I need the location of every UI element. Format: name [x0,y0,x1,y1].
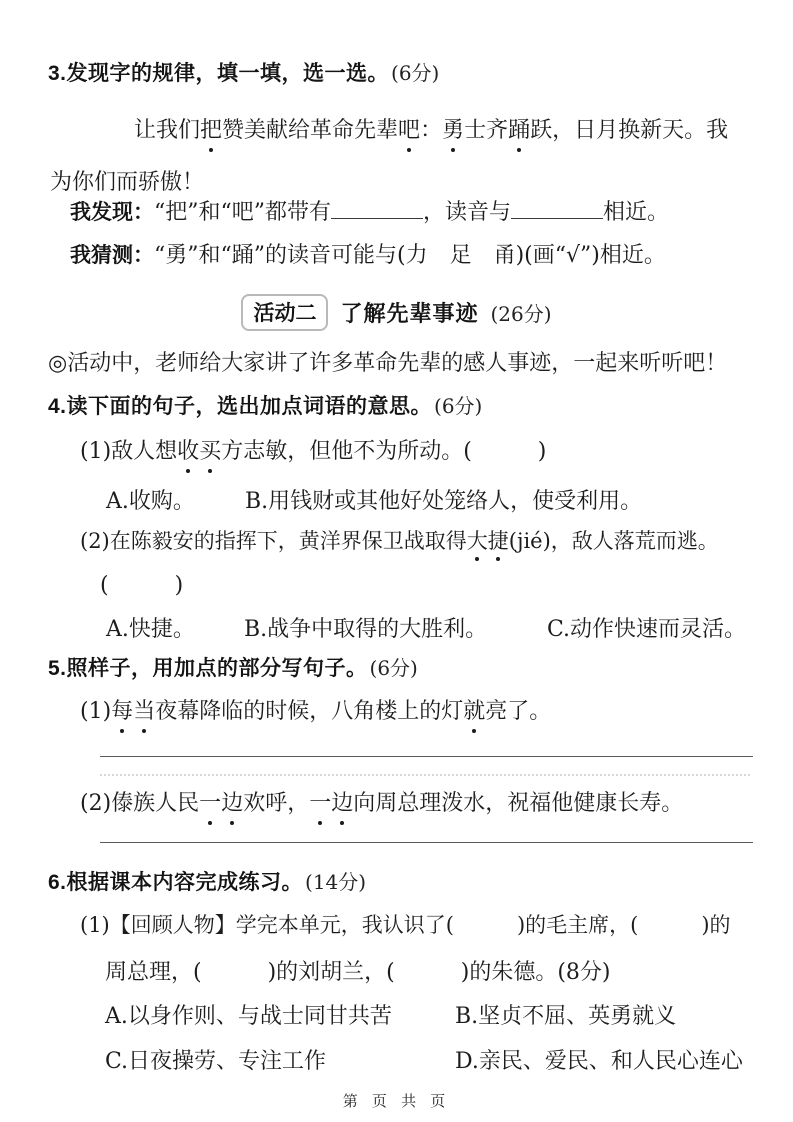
question-4-stem [48,393,482,421]
question-6-stem [48,869,366,897]
question-6-option-c: C.日夜操劳、专注工作 [105,1049,327,1074]
question-6-option-a: A.以身作则、与战士同甘共苦 [105,1004,392,1029]
answer-line-2 [100,842,753,843]
emphasis-char-吧: 吧 [398,116,420,146]
emphasis-char-踊: 踊 [508,116,530,146]
question-6-title: 根据课本内容完成练习。 [66,871,304,894]
activity-intro: ◎活动中，老师给大家讲了许多革命先辈的感人事迹，一起来听听吧！ [48,351,728,376]
text-segment: 向周总理泼水，祝福他健康长寿。 [353,791,684,816]
question-4-item-1-option-b: B.用钱财或其他好处笼络人，使受利用。 [245,489,643,514]
activity-badge: 活动二 [241,294,328,331]
question-4-item-2-option-a: A.快捷。 [106,617,195,642]
text-segment: (1)敌人想 [80,439,178,464]
guess-label: 我猜测： [70,244,154,267]
find-part2: ，读音与 [423,200,512,225]
guess-line [70,241,666,271]
text-segment: (2)傣族人民 [80,791,200,816]
question-5-number: 5. [48,657,67,680]
activity-title: 了解先辈事迹 [340,301,479,326]
passage-colon: ： [420,118,443,143]
question-4-item-2-option-c: C.动作快速而灵活。 [547,617,747,642]
passage-segment-tail: 跃，日月换新天。我 [530,118,729,143]
emphasis-dot-char: 当 [133,697,155,727]
passage-line-1 [134,116,728,146]
question-5-score: (6分) [369,656,418,680]
page-footer: 第 页 共 页 [342,1093,451,1110]
question-4-item-2-brackets: ( ) [100,573,184,598]
text-segment: (jié)，敌人落荒而逃。 [508,529,719,553]
text-segment: (2)在陈毅安的指挥下，黄洋界保卫战取得 [80,529,467,553]
find-line [70,198,669,228]
text-segment: 欢呼， [243,791,310,816]
emphasis-dot-char: 买 [199,437,221,467]
text-segment: 方志敏，但他不为所动。( ) [221,439,547,464]
question-4-item-2-option-b: B.战争中取得的大胜利。 [244,617,488,642]
passage-line-2: 为你们而骄傲！ [50,170,205,195]
question-4-title: 读下面的句子，选出加点词语的意思。 [66,395,433,418]
question-4-item-1-option-a: A.收购。 [106,489,195,514]
question-6-option-b: B.坚贞不屈、英勇就义 [455,1004,677,1029]
question-4-score: (6分) [434,394,483,418]
question-6-score: (14分) [305,870,367,894]
blank-underline-2 [511,216,603,219]
dotted-guide-line [100,774,750,776]
emphasis-dot-char: 大 [467,527,488,555]
passage-segment-士齐: 士齐 [464,118,509,143]
find-label: 我发现： [70,201,154,224]
emphasis-dot-char: 一 [199,789,221,819]
emphasis-char-勇: 勇 [442,116,464,146]
emphasis-dot-char: 一 [309,789,331,819]
question-5-title: 照样子，用加点的部分写句子。 [66,657,368,680]
activity-banner [0,294,793,331]
question-6-item-1-line-2: 周总理，( )的刘胡兰，( )的朱德。(8分) [105,960,611,985]
emphasis-dot-char: 边 [331,789,353,819]
question-3-title: 发现字的规律，填一填，选一选。 [66,62,390,85]
emphasis-dot-char: 每 [111,697,133,727]
blank-underline-1 [331,216,423,219]
text-segment: 亮了。 [485,699,552,724]
emphasis-dot-char: 捷 [488,527,509,555]
passage-segment-赞美: 赞美献给革命先辈 [222,118,399,143]
question-6-item-1-line-1: (1)【回顾人物】学完本单元，我认识了( )的毛主席，( )的 [80,913,731,937]
passage-segment-让我们: 让我们 [134,118,201,143]
question-4-item-1 [80,437,546,467]
text-segment: (1) [80,699,112,724]
question-3-number: 3. [48,62,67,85]
question-6-option-d: D.亲民、爱民、和人民心连心 [455,1049,743,1074]
question-4-item-2 [80,527,719,555]
find-part1: “把”和“吧”都带有 [154,200,331,225]
question-5-item-2 [80,789,683,819]
question-6-number: 6. [48,871,67,894]
emphasis-char-把: 把 [200,116,222,146]
text-segment: 夜幕降临的时候，八角楼上的灯 [155,699,464,724]
answer-line-1 [100,756,753,757]
question-5-stem [48,655,418,683]
emphasis-dot-char: 就 [463,697,485,727]
question-5-item-1 [80,697,551,727]
question-3-stem [48,60,439,88]
question-3-score: (6分) [391,61,440,85]
activity-score: (26分) [490,302,552,326]
guess-text: “勇”和“踊”的读音可能与(力 足 甬)(画“√”)相近。 [154,243,666,268]
emphasis-dot-char: 收 [177,437,199,467]
emphasis-dot-char: 边 [221,789,243,819]
question-4-number: 4. [48,395,67,418]
find-part3: 相近。 [603,200,670,225]
